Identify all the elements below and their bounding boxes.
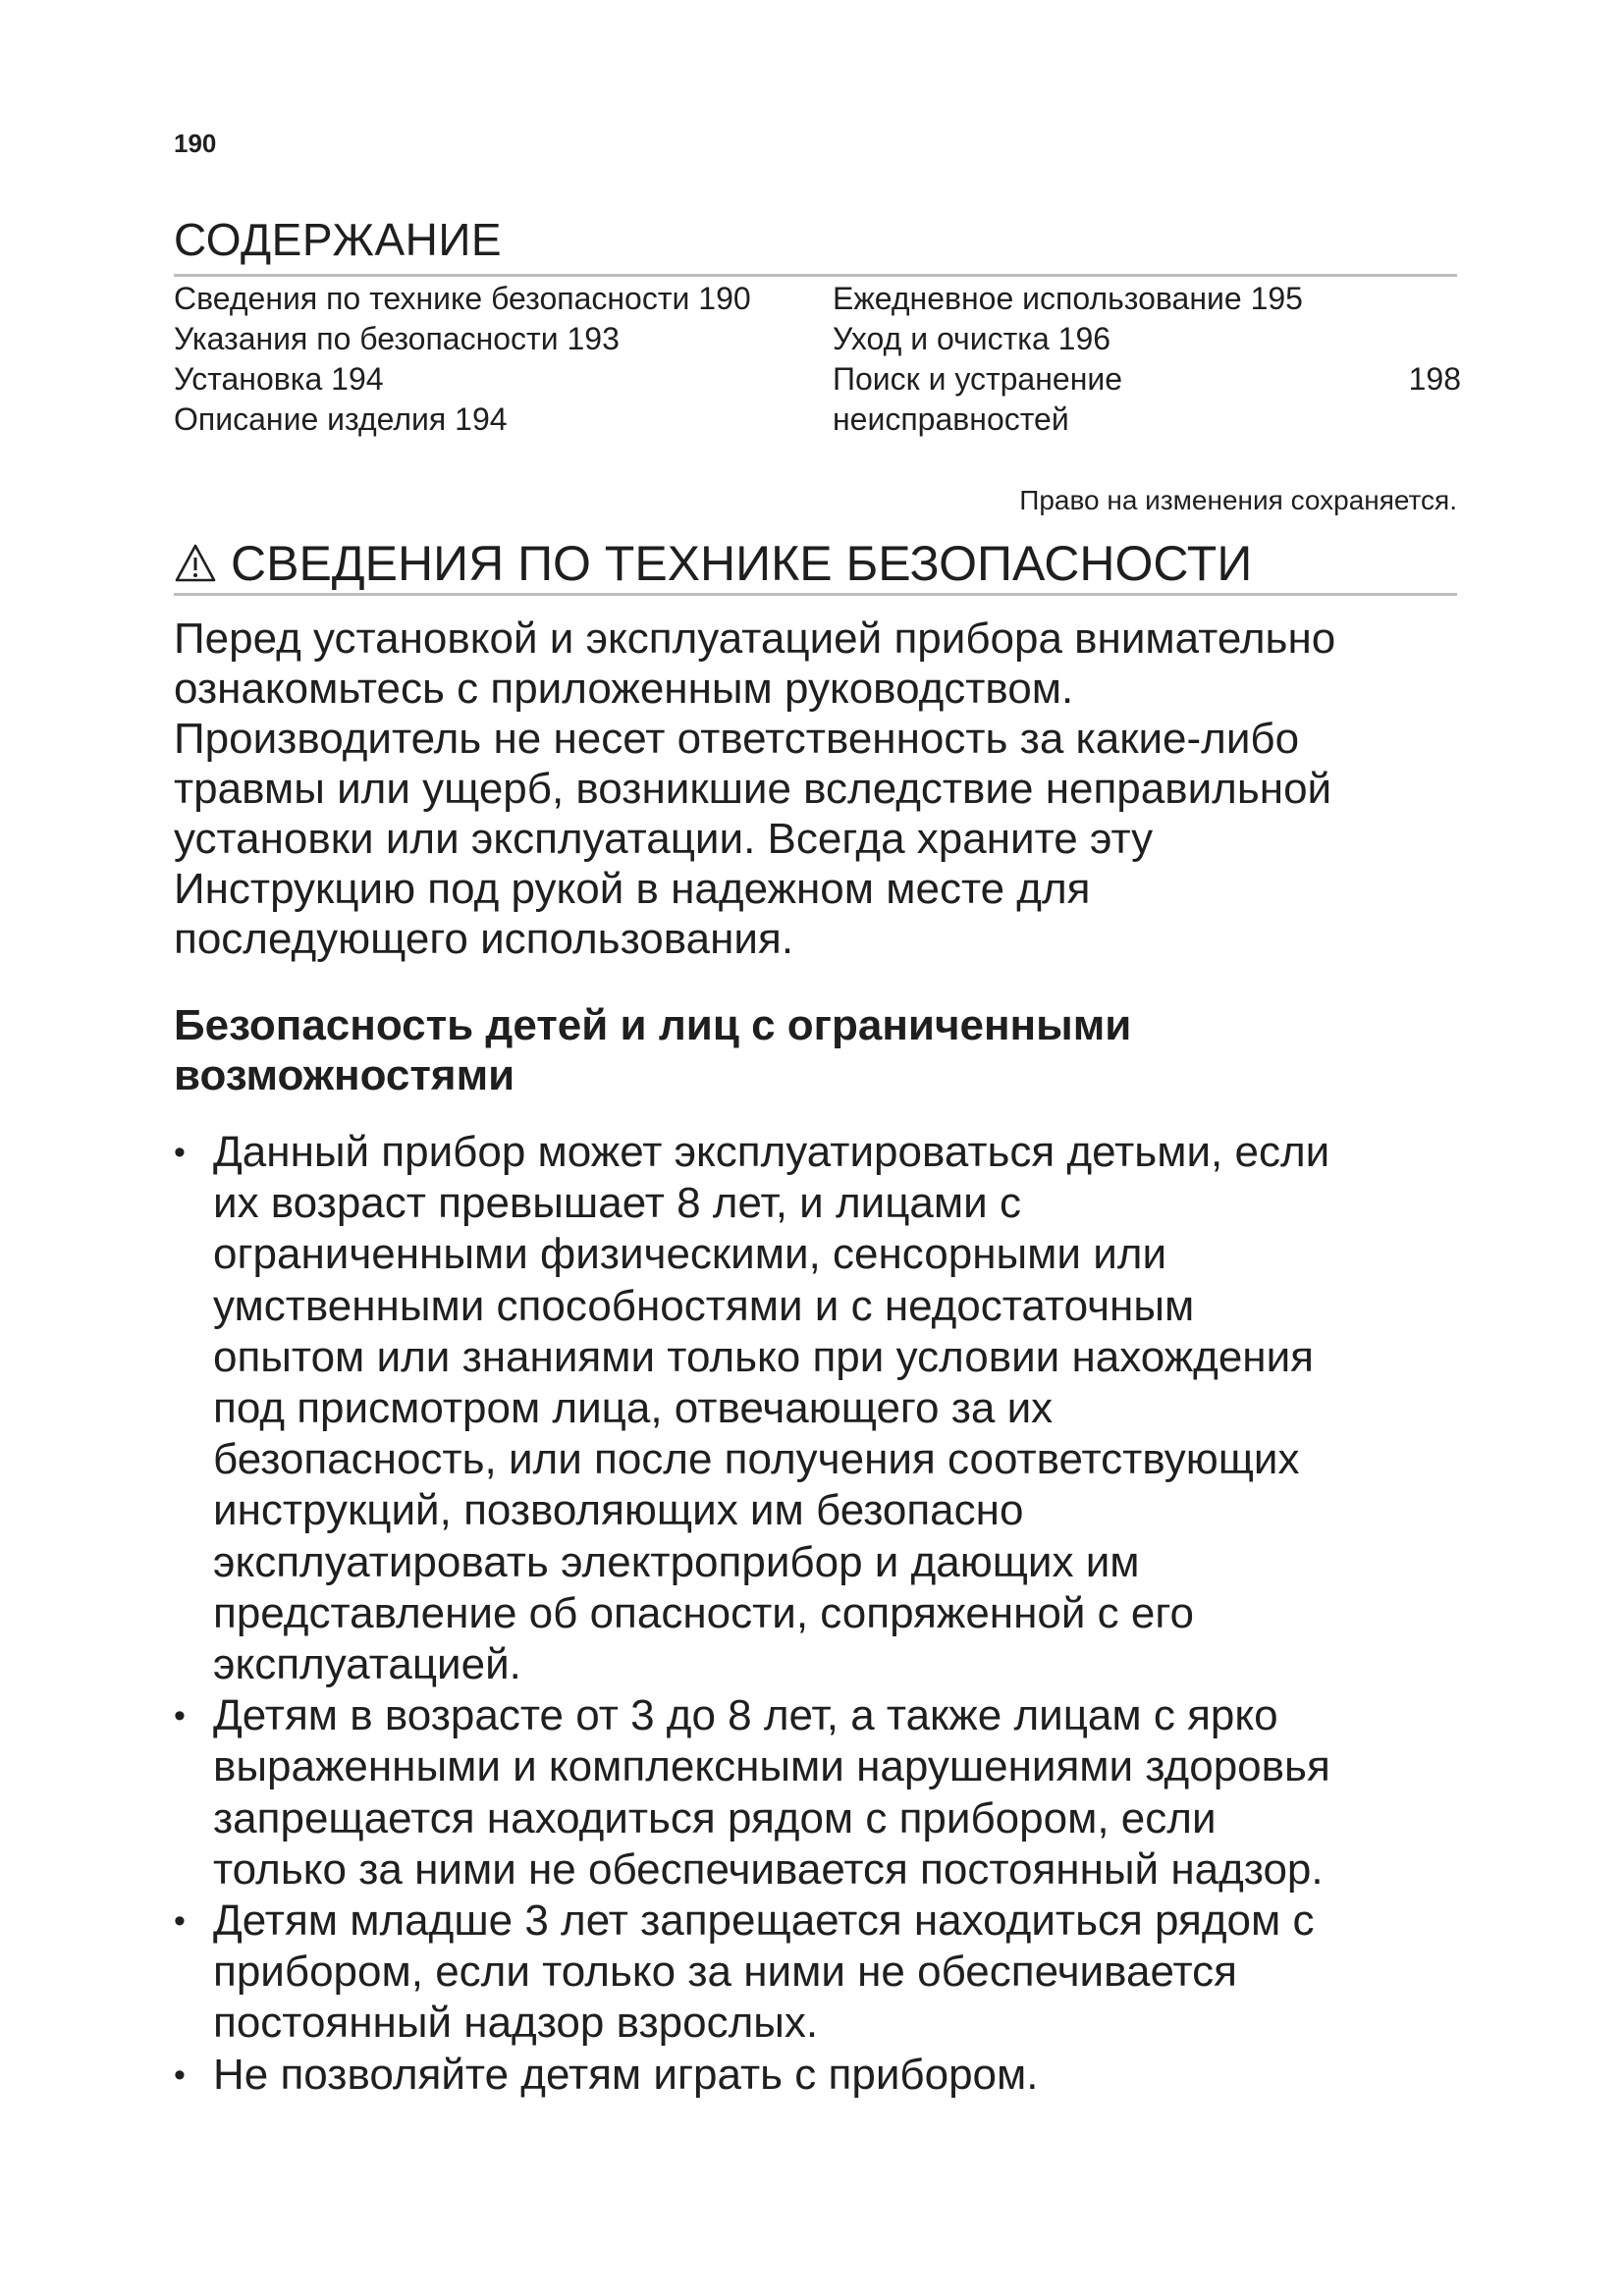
list-item-line: запрещается находиться рядом с прибором, если <box>213 1793 1217 1842</box>
toc-item-troubleshooting-page: 198 <box>1408 361 1461 397</box>
rights-note: Право на изменения сохраняется. <box>1019 485 1457 515</box>
toc-item-safety-instructions[interactable]: Указания по безопасности 193 <box>174 321 620 356</box>
list-item <box>174 2050 1480 2101</box>
list-item-line: их возраст превышает 8 лет, и лицами с <box>213 1179 1021 1228</box>
intro-line: установки или эксплуатации. Всегда храните эту <box>174 815 1154 863</box>
toc-item-care-cleaning[interactable]: Уход и очистка 196 <box>833 321 1111 356</box>
toc-left-column <box>174 279 751 440</box>
intro-line: Инструкцию под рукой в надежном месте для <box>174 865 1091 913</box>
toc-item-safety-info[interactable]: Сведения по технике безопасности 190 <box>174 281 751 316</box>
toc-item-troubleshooting[interactable] <box>833 359 1461 400</box>
subsection-title-children-safety <box>174 1000 1450 1100</box>
toc-item-product-description[interactable]: Описание изделия 194 <box>174 401 508 437</box>
list-item-line: безопасность, или после получения соответствующих <box>213 1435 1300 1484</box>
children-safety-list <box>174 1127 1480 2101</box>
section-title-safety <box>174 533 1252 594</box>
toc-item-installation[interactable]: Установка 194 <box>174 361 384 397</box>
toc-title: СОДЕРЖАНИЕ <box>174 214 503 265</box>
list-item-line: прибором, если только за ними не обеспечивается <box>213 1948 1237 1997</box>
list-item <box>174 1127 1480 1690</box>
list-item-line: опытом или знаниями только при условии нахождения <box>213 1332 1315 1381</box>
subsection-title-line: Безопасность детей и лиц с ограниченными <box>174 1001 1132 1049</box>
warning-triangle-icon <box>174 542 217 585</box>
list-item-line: ограниченными физическими, сенсорными или <box>213 1230 1167 1279</box>
list-item-line: постоянный надзор взрослых. <box>213 1999 819 2048</box>
intro-line: травмы или ущерб, возникшие вследствие неправильной <box>174 765 1332 813</box>
list-item <box>174 1896 1480 2050</box>
list-item-line: только за ними не обеспечивается постоянный надзор. <box>213 1844 1324 1894</box>
toc-item-troubleshooting-cont[interactable]: неисправностей <box>833 401 1069 437</box>
page-number: 190 <box>174 129 217 158</box>
list-item-line: выраженными и комплексными нарушениями здоровья <box>213 1742 1330 1791</box>
intro-line: Перед установкой и эксплуатацией прибора внимательно <box>174 614 1336 663</box>
list-item-line: эксплуатацией. <box>213 1640 521 1689</box>
toc-right-column <box>833 279 1461 440</box>
list-item-line: представление об опасности, сопряженной с его <box>213 1588 1194 1637</box>
toc-item-troubleshooting-label: Поиск и устранение <box>833 361 1123 397</box>
intro-line: Производитель не несет ответственность за какие-либо <box>174 715 1300 763</box>
toc-item-daily-use[interactable]: Ежедневное использование 195 <box>833 281 1303 316</box>
intro-line: последующего использования. <box>174 915 794 963</box>
subsection-title-line: возможностями <box>174 1051 515 1099</box>
section-divider <box>174 593 1457 596</box>
list-item-line: под присмотром лица, отвечающего за их <box>213 1384 1054 1433</box>
list-item-line: • Не позволяйте детям играть с прибором. <box>213 2050 1039 2099</box>
section-title-text: СВЕДЕНИЯ ПО ТЕХНИКЕ БЕЗОПАСНОСТИ <box>231 536 1253 591</box>
intro-line: ознакомьтесь с приложенным руководством. <box>174 665 1074 713</box>
toc-divider <box>174 274 1457 277</box>
list-item-line: • Детям младше 3 лет запрещается находиться рядом с <box>213 1896 1315 1946</box>
intro-paragraph <box>174 614 1480 964</box>
list-item-line: инструкций, позволяющих им безопасно <box>213 1486 1024 1535</box>
list-item <box>174 1690 1480 1896</box>
list-item-line: • Данный прибор может эксплуатироваться детьми, если <box>213 1128 1330 1176</box>
list-item-line: эксплуатировать электроприбор и дающих им <box>213 1537 1140 1586</box>
list-item-line: умственными способностями и с недостаточным <box>213 1281 1195 1330</box>
list-item-line: • Детям в возрасте от 3 до 8 лет, а также лицам с ярко <box>213 1691 1278 1740</box>
